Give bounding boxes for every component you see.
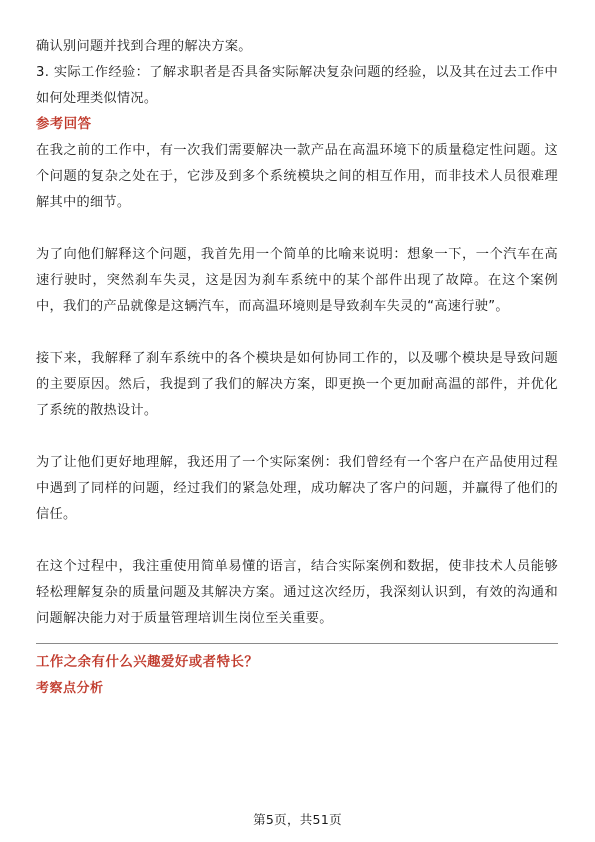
paragraph-spacer	[36, 528, 558, 554]
page-content	[36, 34, 558, 702]
answer-paragraph-1: 在我之前的工作中，有一次我们需要解决一款产品在高温环境下的质量稳定性问题。这个问题的复杂之处在于，它涉及到多个系统模块之间的相互作用，而非技术人员很难理解其中的细节。	[36, 143, 558, 210]
intro-line: 确认别问题并找到合理的解决方案。	[36, 39, 252, 54]
intro-item-3: 3. 实际工作经验：了解求职者是否具备实际解决复杂问题的经验，以及其在过去工作中如何处理类似情况。	[36, 65, 558, 106]
paragraph-spacer	[36, 320, 558, 346]
paragraph-spacer	[36, 424, 558, 450]
answer-paragraph-5: 在这个过程中，我注重使用简单易懂的语言，结合实际案例和数据，使非技术人员能够轻松理解复杂的质量问题及其解决方案。通过这次经历，我深刻认识到，有效的沟通和问题解决能力对于质量管理培训生岗位至关重要。	[36, 559, 558, 626]
analysis-heading: 考察点分析	[36, 681, 104, 696]
answer-paragraph-2: 为了向他们解释这个问题，我首先用一个简单的比喻来说明：想象一下，一个汽车在高速行驶时，突然刹车失灵，这是因为刹车系统中的某个部件出现了故障。在这个案例中，我们的产品就像是这辆汽车，而高温环境则是导致刹车失灵的“高速行驶”。	[36, 247, 558, 314]
reference-answer-heading: 参考回答	[36, 117, 92, 132]
answer-paragraph-4: 为了让他们更好地理解，我还用了一个实际案例：我们曾经有一个客户在产品使用过程中遇到了同样的问题，经过我们的紧急处理，成功解决了客户的问题，并赢得了他们的信任。	[36, 455, 558, 522]
answer-paragraph-3: 接下来，我解释了刹车系统中的各个模块是如何协同工作的，以及哪个模块是导致问题的主要原因。然后，我提到了我们的解决方案，即更换一个更加耐高温的部件，并优化了系统的散热设计。	[36, 351, 558, 418]
paragraph-spacer	[36, 216, 558, 242]
section-divider	[36, 643, 558, 644]
next-question-heading: 工作之余有什么兴趣爱好或者特长？	[36, 655, 259, 670]
page-number-footer: 第5页，共51页	[253, 812, 342, 827]
